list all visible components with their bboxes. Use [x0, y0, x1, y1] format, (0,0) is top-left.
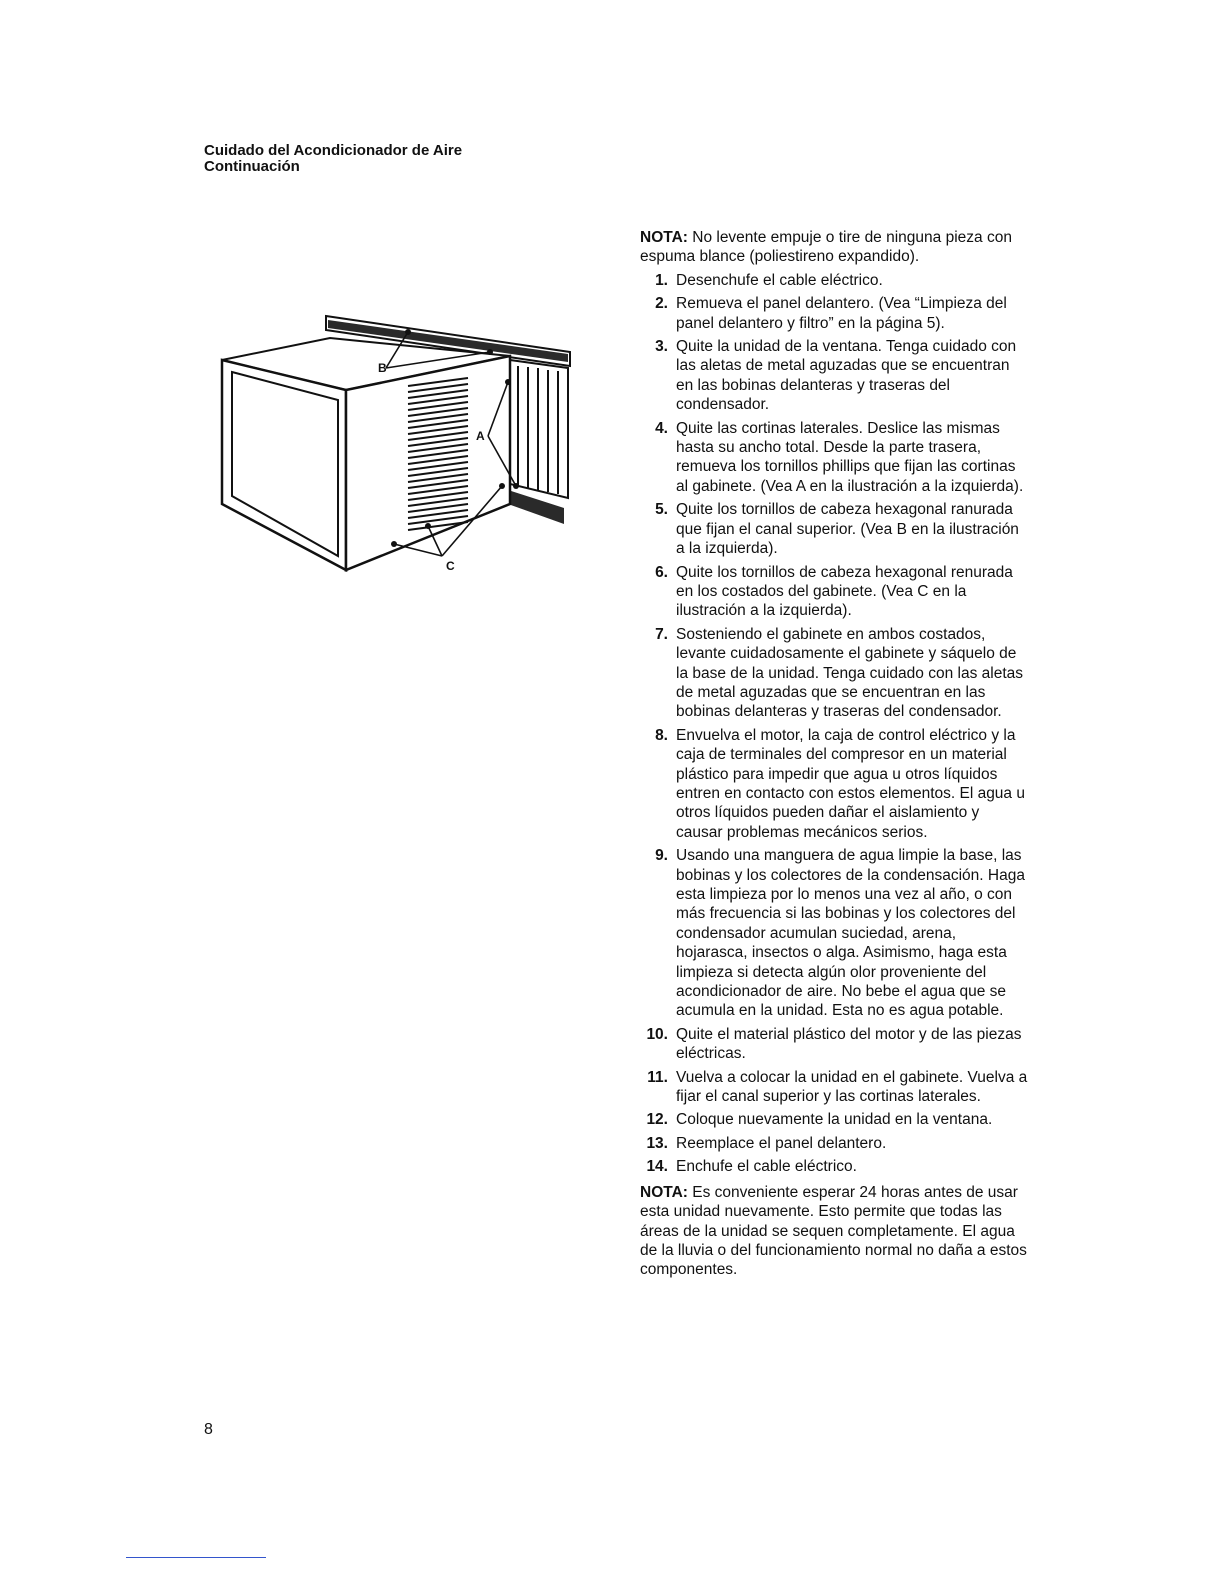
- heading-subtitle: Continuación: [204, 158, 300, 175]
- step-number: 10.: [646, 1025, 668, 1043]
- step-text: Quite el material plástico del motor y de las piezas eléctricas.: [676, 1025, 1022, 1063]
- step-text: Remueva el panel delantero. (Vea “Limpieza del panel delantero y filtro” en la página 5).: [676, 295, 1007, 332]
- step-number: 14.: [646, 1158, 668, 1176]
- step-item: [640, 1110, 1030, 1129]
- step-text: Sosteniendo el gabinete en ambos costados, levante cuidadosamente el gabinete y sáquelo de la base de la unidad. Tenga cuidado con las aletas de metal aguzadas que se encuentran en las bobinas delanteras y traseras del condensador.: [676, 625, 1024, 721]
- step-text: Usando una manguera de agua limpie la base, las bobinas y los colectores de la condensación. Haga esta limpieza por lo menos una vez al año, o con más frecuencia si las bobinas y los colectores del condensador acumulan suciedad, arena, hojarasca, insectos o alga. Asimismo, haga esta limpieza si detecta algún olor proveniente del acondicionador de aire. No bebe el agua que se acumula en la unidad. Esta no es agua potable.: [676, 847, 1025, 1020]
- step-number: 9.: [655, 847, 668, 865]
- step-item: [640, 500, 1030, 558]
- step-number: 2.: [655, 295, 668, 313]
- step-number: 11.: [647, 1068, 668, 1086]
- step-item: [640, 1025, 1030, 1064]
- air-conditioner-drawing: [218, 308, 574, 580]
- step-item: [640, 1157, 1030, 1176]
- step-text: Quite los tornillos de cabeza hexagonal renurada en los costados del gabinete. (Vea C en la ilustración a la izquierda).: [676, 563, 1013, 620]
- steps-list: [640, 271, 1030, 1177]
- page-number: 8: [204, 1421, 213, 1438]
- label-b: B: [378, 361, 387, 375]
- step-text: Coloque nuevamente la unidad en la ventana.: [676, 1111, 993, 1129]
- step-text: Enchufe el cable eléctrico.: [676, 1158, 857, 1176]
- step-text: Reemplace el panel delantero.: [676, 1134, 887, 1152]
- step-text: Envuelva el motor, la caja de control eléctrico y la caja de terminales del compresor en un material plástico para impedir que agua u otros líquidos entren en contacto con estos elementos. El agua u otros líquidos pueden dañar el aislamiento y causar problemas mecánicos serios.: [676, 726, 1025, 841]
- step-item: [640, 625, 1030, 722]
- step-item: [640, 726, 1030, 842]
- step-item: [640, 271, 1030, 290]
- bottom-rule: [126, 1557, 266, 1558]
- step-text: Desenchufe el cable eléctrico.: [676, 271, 883, 289]
- step-text: Vuelva a colocar la unidad en el gabinete. Vuelva a fijar el canal superior y las cortinas laterales.: [676, 1068, 1028, 1106]
- step-item: [640, 1068, 1030, 1107]
- heading-title: Cuidado del Acondicionador de Aire: [204, 142, 463, 159]
- step-item: [640, 1134, 1030, 1153]
- note-bottom-label: NOTA:: [640, 1183, 688, 1201]
- step-number: 13.: [646, 1134, 668, 1152]
- section-heading: [204, 143, 462, 175]
- note-top-text: No levente empuje o tire de ninguna pieza con espuma blance (poliestireno expandido).: [640, 229, 1012, 266]
- step-item: [640, 419, 1030, 497]
- note-top-label: NOTA:: [640, 229, 688, 246]
- step-number: 1.: [655, 271, 668, 289]
- step-number: 8.: [655, 726, 668, 744]
- step-item: [640, 846, 1030, 1021]
- step-number: 7.: [655, 625, 668, 643]
- label-a: A: [476, 429, 485, 443]
- step-text: Quite la unidad de la ventana. Tenga cuidado con las aletas de metal aguzadas que se encuentran en las bobinas delanteras y traseras del condensador.: [676, 338, 1017, 414]
- step-item: [640, 294, 1030, 333]
- step-number: 4.: [655, 419, 668, 437]
- air-conditioner-illustration: [218, 308, 574, 580]
- step-number: 5.: [655, 501, 668, 519]
- label-c: C: [446, 559, 455, 573]
- step-number: 12.: [646, 1111, 668, 1129]
- note-bottom-text: Es conveniente esperar 24 horas antes de usar esta unidad nuevamente. Esto permite que todas las áreas de la unidad se sequen completamente. El agua de la lluvia o del funcionamiento normal no daña a estos componentes.: [640, 1183, 1027, 1279]
- step-number: 6.: [655, 563, 668, 581]
- step-text: Quite las cortinas laterales. Deslice las mismas hasta su ancho total. Desde la parte trasera, remueva los tornillos phillips que fijan las cortinas al gabinete. (Vea A en la ilustración a la izquierda).: [676, 419, 1024, 495]
- step-item: [640, 337, 1030, 415]
- step-text: Quite los tornillos de cabeza hexagonal ranurada que fijan el canal superior. (Vea B en la ilustración a la izquierda).: [676, 501, 1019, 558]
- step-item: [640, 563, 1030, 621]
- note-top: [640, 228, 1030, 267]
- instructions-column: [640, 228, 1030, 1284]
- step-number: 3.: [655, 338, 668, 356]
- note-bottom: [640, 1183, 1030, 1280]
